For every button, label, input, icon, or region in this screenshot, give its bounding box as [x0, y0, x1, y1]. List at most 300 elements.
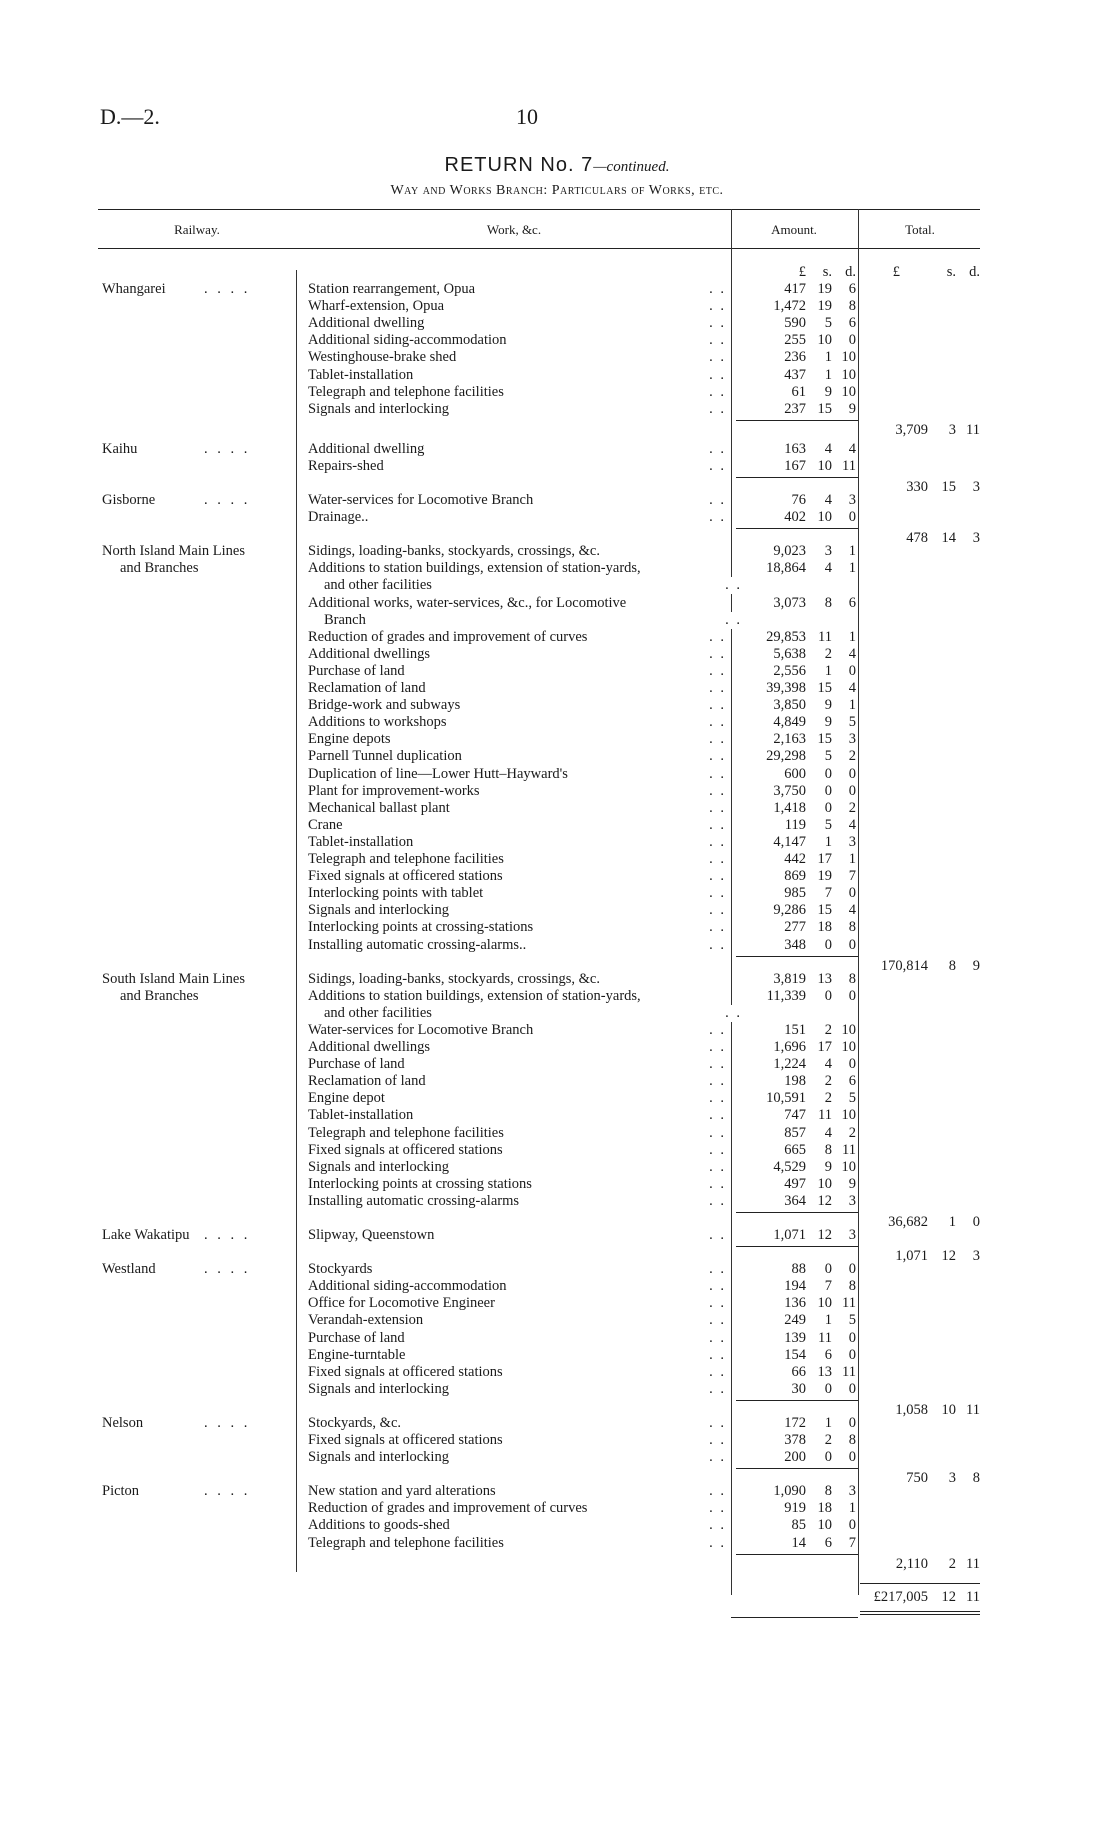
amount-row	[736, 1039, 856, 1056]
work-leader-dots: . .	[709, 1158, 726, 1175]
amount-row-pence: 11	[842, 1363, 856, 1380]
work-item-text: Drainage..	[308, 509, 369, 526]
amount-row	[736, 1535, 856, 1552]
work-leader-dots: . .	[709, 1261, 726, 1278]
work-item-text: Reduction of grades and improvement of curves	[308, 1500, 588, 1517]
amount-row-pence: 0	[848, 782, 856, 799]
amount-row-shillings: 6	[824, 1346, 832, 1363]
work-leader-dots: . .	[709, 1278, 726, 1295]
amount-row-pounds: 255	[784, 332, 806, 349]
amount-row	[736, 560, 856, 577]
work-leader-dots: . .	[709, 731, 726, 748]
work-item-text: Telegraph and telephone facilities	[308, 851, 504, 867]
railway-leader-dots: . . . .	[204, 1483, 251, 1500]
amount-row-pounds: 4,147	[773, 833, 806, 850]
work-item-text: Additions to station buildings, extension of station-yards,	[308, 560, 641, 577]
amount-pence-header: d.	[845, 264, 856, 280]
work-item	[308, 919, 726, 936]
work-item-text: Repairs-shed	[308, 457, 384, 474]
work-item	[308, 1107, 726, 1124]
amount-row-shillings: 9	[824, 1158, 832, 1175]
grand-total-pounds: £217,005	[873, 1588, 928, 1605]
amount-row-pounds: 442	[784, 851, 806, 867]
work-leader-dots: . .	[709, 281, 726, 297]
group-total	[866, 479, 980, 496]
railway-leader-dots: . . . .	[204, 440, 251, 457]
amount-row-pounds: 85	[791, 1517, 806, 1534]
amount-row	[736, 1483, 856, 1500]
amount-row	[736, 1193, 856, 1210]
work-leader-dots: . .	[709, 662, 726, 679]
amount-row-pence: 6	[848, 281, 856, 297]
work-item	[308, 834, 726, 851]
group-total-pence: 3	[972, 530, 980, 547]
amount-row-shillings: 4	[824, 492, 832, 508]
amount-row-shillings: 8	[824, 1483, 832, 1500]
work-leader-dots: . .	[709, 1346, 726, 1363]
amount-row-pounds: 172	[784, 1414, 806, 1431]
amount-row-pounds: 869	[784, 868, 806, 885]
amount-row	[736, 919, 856, 936]
work-item-text: Bridge-work and subways	[308, 697, 461, 714]
group-total-pounds: 3,709	[895, 421, 928, 438]
amount-row	[736, 349, 856, 366]
amount-row-shillings: 10	[817, 332, 832, 349]
work-leader-dots: . .	[709, 1534, 726, 1551]
amount-row-pence: 3	[848, 1483, 856, 1500]
page-reference: D.—2.	[100, 104, 160, 129]
amount-row-pounds: 1,418	[773, 799, 806, 816]
work-item-text: Fixed signals at officered stations	[308, 1363, 503, 1380]
amount-row	[736, 731, 856, 748]
amount-row-pence: 0	[848, 1414, 856, 1431]
amount-row-pounds: 119	[784, 816, 806, 833]
amount-row-pounds: 18,864	[766, 560, 806, 577]
railway-leader-dots: . . . .	[204, 1227, 251, 1243]
work-item	[308, 680, 726, 697]
work-leader-dots: . .	[709, 1329, 726, 1346]
amount-row-shillings: 5	[824, 315, 832, 332]
amount-row-pounds: 167	[784, 457, 806, 474]
return-title-suffix: —continued.	[593, 159, 670, 175]
work-leader-dots: . .	[709, 1175, 726, 1192]
amount-row-pounds: 378	[784, 1432, 806, 1448]
amount-row-shillings: 2	[824, 645, 832, 662]
amount-row-pence: 6	[848, 315, 856, 332]
amount-row-shillings: 17	[817, 851, 832, 867]
railway-leader-dots: . . . .	[204, 1414, 251, 1431]
amount-row-pence: 3	[848, 492, 856, 508]
amount-row	[736, 1176, 856, 1193]
amount-row-shillings: 0	[824, 1380, 832, 1397]
amount-row-shillings: 1	[824, 349, 832, 366]
column-header-total: Total.	[905, 222, 935, 237]
amount-row-pence: 0	[848, 662, 856, 679]
group-total-shillings: 14	[941, 530, 956, 547]
amount-row-pounds: 277	[784, 919, 806, 936]
amount-row-shillings: 1	[824, 833, 832, 850]
amount-row-pence: 8	[848, 919, 856, 936]
group-total-pence: 3	[972, 479, 980, 495]
railway-name: Lake Wakatipu	[102, 1227, 190, 1243]
amount-row	[736, 401, 856, 418]
railway-name: and Branches	[120, 560, 199, 577]
amount-row-shillings: 10	[817, 509, 832, 526]
railway-name: and Branches	[120, 987, 199, 1004]
amount-row-pence: 11	[842, 457, 856, 474]
amount-row	[736, 714, 856, 731]
amount-row-pounds: 417	[784, 281, 806, 297]
amount-row-shillings: 0	[824, 782, 832, 799]
work-item-text: Crane	[308, 816, 343, 833]
group-total	[866, 530, 980, 547]
amount-row	[736, 1295, 856, 1312]
amount-row-shillings: 12	[817, 1192, 832, 1209]
group-total	[866, 422, 980, 439]
grand-total-shillings: 12	[941, 1588, 956, 1605]
group-total-shillings: 3	[948, 421, 956, 438]
work-item-text: Duplication of line—Lower Hutt–Hayward's	[308, 765, 568, 782]
amount-row-pounds: 151	[784, 1021, 806, 1038]
amount-row	[736, 1142, 856, 1159]
grand-total-rule-2	[860, 1614, 980, 1615]
work-item-text: Slipway, Queenstown	[308, 1227, 435, 1243]
amount-row-shillings: 13	[817, 970, 832, 987]
amount-row-shillings: 9	[824, 714, 832, 731]
work-item	[308, 697, 726, 714]
work-leader-dots: . .	[709, 851, 726, 867]
amount-row-shillings: 5	[824, 816, 832, 833]
amount-shillings-header: s.	[822, 264, 832, 280]
group-total-pounds: 170,814	[880, 957, 928, 974]
work-leader-dots: . .	[709, 1073, 726, 1090]
group-total-pounds: 36,682	[888, 1214, 928, 1230]
work-leader-dots: . .	[709, 833, 726, 850]
amount-row-pence: 1	[848, 543, 856, 560]
work-item-text: and other facilities	[324, 1004, 432, 1021]
grand-total-top-rule	[860, 1583, 980, 1584]
amount-row	[736, 1107, 856, 1124]
amount-row	[736, 834, 856, 851]
work-item	[308, 1227, 726, 1244]
work-leader-dots: . .	[709, 1124, 726, 1141]
amount-row-pounds: 2,163	[773, 731, 806, 748]
work-leader-dots: . .	[709, 868, 726, 885]
group-total-pence: 11	[966, 1555, 980, 1572]
work-item	[308, 384, 726, 401]
amount-row-shillings: 9	[824, 383, 832, 400]
work-item	[308, 646, 726, 663]
work-item	[308, 367, 726, 384]
work-leader-dots: . .	[709, 332, 726, 349]
amount-row-pence: 0	[848, 1329, 856, 1346]
amount-row	[736, 1022, 856, 1039]
amount-row	[736, 1415, 856, 1432]
amount-row	[736, 971, 856, 988]
amount-row-pounds: 39,398	[766, 680, 806, 696]
work-item-text: Parnell Tunnel duplication	[308, 748, 462, 765]
amount-row-pence: 0	[848, 1056, 856, 1073]
work-leader-dots: . .	[709, 1517, 726, 1534]
amount-row-pence: 0	[848, 1517, 856, 1534]
amount-row-pounds: 402	[784, 509, 806, 526]
amount-subtotal-rule	[736, 956, 858, 957]
amount-row-shillings: 1	[824, 662, 832, 679]
amount-row-shillings: 2	[824, 1090, 832, 1107]
work-item	[308, 1535, 726, 1552]
group-total-pence: 0	[972, 1214, 980, 1230]
work-leader-dots: . .	[709, 799, 726, 816]
amount-row-shillings: 4	[824, 440, 832, 457]
work-item-text: Station rearrangement, Opua	[308, 281, 476, 297]
amount-row-pence: 9	[848, 400, 856, 417]
work-item	[308, 1347, 726, 1364]
amount-row	[736, 595, 856, 612]
amount-row	[736, 281, 856, 298]
work-item	[308, 851, 726, 868]
amount-row-pence: 4	[848, 902, 856, 919]
amount-row-pounds: 163	[784, 440, 806, 457]
amount-row-pence: 10	[841, 383, 856, 400]
work-leader-dots: . .	[709, 765, 726, 782]
amount-row-shillings: 18	[817, 1500, 832, 1517]
amount-row-shillings: 12	[817, 1227, 832, 1243]
work-leader-dots: . .	[709, 680, 726, 696]
work-item	[308, 1142, 726, 1159]
railway-name: Gisborne	[102, 492, 156, 508]
amount-row-shillings: 2	[824, 1073, 832, 1090]
amount-row-pence: 11	[842, 1141, 856, 1158]
amount-row-shillings: 0	[824, 987, 832, 1004]
amount-row	[736, 315, 856, 332]
work-leader-dots: . .	[709, 1363, 726, 1380]
amount-row-shillings: 15	[817, 680, 832, 696]
work-leader-dots: . .	[709, 457, 726, 474]
work-leader-dots: . .	[709, 628, 726, 645]
amount-row-pounds: 1,090	[773, 1483, 806, 1500]
work-item-text: Westinghouse-brake shed	[308, 349, 457, 366]
work-item-text: Telegraph and telephone facilities	[308, 1534, 504, 1551]
work-leader-dots: . .	[709, 885, 726, 902]
amount-row	[736, 492, 856, 509]
amount-row-shillings: 4	[824, 1124, 832, 1141]
amount-subtotal-rule	[736, 1400, 858, 1401]
amount-row-pounds: 3,750	[773, 782, 806, 799]
amount-row	[736, 1330, 856, 1347]
amount-row-pence: 5	[848, 714, 856, 731]
amount-row	[736, 885, 856, 902]
work-item-text: Interlocking points with tablet	[308, 885, 484, 902]
amount-subtotal-rule	[736, 1212, 858, 1213]
amount-row	[736, 697, 856, 714]
amount-row-pence: 8	[848, 1432, 856, 1448]
amount-row	[736, 680, 856, 697]
work-item-text: Plant for improvement-works	[308, 782, 480, 799]
amount-row-pounds: 497	[784, 1175, 806, 1192]
amount-row-pence: 4	[848, 645, 856, 662]
work-item	[308, 1500, 726, 1517]
amount-row-pence: 7	[848, 1534, 856, 1551]
work-leader-dots: . .	[709, 349, 726, 366]
work-leader-dots: . .	[709, 509, 726, 526]
amount-row-pence: 10	[841, 1039, 856, 1055]
work-item	[308, 1449, 726, 1466]
amount-row	[736, 1278, 856, 1295]
work-item	[308, 1159, 726, 1176]
group-total-pence: 3	[972, 1248, 980, 1265]
work-item-text: Signals and interlocking	[308, 400, 449, 417]
work-item-text: Additional siding-accommodation	[308, 332, 507, 349]
work-item	[308, 509, 726, 526]
amount-row-pence: 0	[848, 1380, 856, 1397]
amount-row-pence: 2	[848, 799, 856, 816]
total-pence-header: d.	[969, 264, 980, 280]
amount-row-pounds: 3,819	[773, 970, 806, 987]
amount-row-pounds: 857	[784, 1124, 806, 1141]
amount-row-pounds: 29,853	[766, 628, 806, 645]
amount-row	[736, 783, 856, 800]
amount-row-pence: 1	[848, 697, 856, 714]
work-item-text: Sidings, loading-banks, stockyards, crossings, &c.	[308, 970, 600, 987]
amount-row-pence: 2	[848, 748, 856, 765]
amount-row-shillings: 6	[824, 1534, 832, 1551]
work-leader-dots: . .	[709, 1107, 726, 1124]
work-item-text: Signals and interlocking	[308, 1380, 449, 1397]
total-shillings-header: s.	[946, 264, 956, 280]
amount-row	[736, 868, 856, 885]
work-leader-dots: . .	[725, 577, 742, 594]
page-number: 10	[516, 104, 538, 129]
amount-row-pence: 0	[848, 1449, 856, 1466]
work-item-text: Additions to goods-shed	[308, 1517, 450, 1534]
amount-row-shillings: 10	[817, 1517, 832, 1534]
amount-row-pence: 4	[848, 816, 856, 833]
amount-row-pounds: 139	[784, 1329, 806, 1346]
work-item-text: Verandah-extension	[308, 1312, 424, 1329]
amount-row-shillings: 7	[824, 885, 832, 902]
amount-row-shillings: 0	[824, 1449, 832, 1466]
amount-row-pence: 0	[848, 936, 856, 953]
amount-row-shillings: 18	[817, 919, 832, 936]
amount-row-pounds: 9,286	[773, 902, 806, 919]
grand-total-rule-1	[860, 1611, 980, 1612]
amount-row-pounds: 4,849	[773, 714, 806, 731]
amount-subtotal-rule	[736, 1554, 858, 1555]
work-item	[308, 1073, 726, 1090]
amount-row	[736, 1381, 856, 1398]
amount-row-pence: 8	[848, 298, 856, 315]
amount-row-shillings: 0	[824, 1261, 832, 1278]
amount-row	[736, 509, 856, 526]
group-total	[866, 958, 980, 975]
work-item	[308, 988, 726, 1005]
railway-name: South Island Main Lines	[102, 970, 245, 987]
amount-row	[736, 988, 856, 1005]
work-item	[308, 315, 726, 332]
amount-row	[736, 367, 856, 384]
work-item-text: Additional dwellings	[308, 645, 431, 662]
work-leader-dots: . .	[725, 1004, 742, 1021]
amount-row-shillings: 0	[824, 936, 832, 953]
railway-name: North Island Main Lines	[102, 543, 245, 560]
amount-row	[736, 1125, 856, 1142]
amount-row	[736, 646, 856, 663]
group-total-pence: 9	[972, 957, 980, 974]
work-item-text: Purchase of land	[308, 1329, 405, 1346]
amount-row	[736, 458, 856, 475]
amount-row-shillings: 2	[824, 1432, 832, 1448]
amount-row-pounds: 61	[791, 383, 806, 400]
group-total-pounds: 2,110	[895, 1555, 928, 1572]
work-item-text: Fixed signals at officered stations	[308, 1432, 503, 1448]
work-leader-dots: . .	[709, 1039, 726, 1055]
work-item	[324, 612, 742, 629]
work-item	[308, 1125, 726, 1142]
grand-total	[866, 1589, 980, 1606]
work-leader-dots: . .	[709, 936, 726, 953]
railway-leader-dots: . . . .	[204, 281, 251, 297]
amount-row	[736, 1073, 856, 1090]
work-leader-dots: . .	[709, 400, 726, 417]
work-leader-dots: . .	[709, 645, 726, 662]
work-item-text: Signals and interlocking	[308, 1158, 449, 1175]
amount-row-pence: 11	[842, 1295, 856, 1312]
work-item-text: Additions to workshops	[308, 714, 447, 731]
work-item	[308, 748, 726, 765]
amount-row-pence: 1	[848, 851, 856, 867]
amount-row-pounds: 76	[791, 492, 806, 508]
work-item	[308, 401, 726, 418]
work-leader-dots: . .	[709, 919, 726, 936]
work-item	[308, 1193, 726, 1210]
group-total	[866, 1402, 980, 1419]
work-leader-dots: . .	[709, 1021, 726, 1038]
amount-row-pence: 10	[841, 366, 856, 383]
work-item-text: Fixed signals at officered stations	[308, 1141, 503, 1158]
work-item	[308, 441, 726, 458]
amount-row-pence: 0	[848, 1261, 856, 1278]
work-item-text: Water-services for Locomotive Branch	[308, 492, 534, 508]
amount-row	[736, 1159, 856, 1176]
work-item	[308, 800, 726, 817]
amount-row	[736, 1347, 856, 1364]
amount-row	[736, 384, 856, 401]
work-leader-dots: . .	[709, 1500, 726, 1517]
column-header-railway: Railway.	[174, 222, 220, 237]
group-total	[866, 1556, 980, 1573]
amount-row-pence: 10	[841, 1158, 856, 1175]
work-item-text: Branch	[324, 611, 366, 628]
amount-row-pounds: 5,638	[773, 645, 806, 662]
amount-row	[736, 1090, 856, 1107]
work-leader-dots: . .	[709, 1090, 726, 1107]
work-leader-dots: . .	[709, 440, 726, 457]
amount-row-shillings: 2	[824, 1021, 832, 1038]
work-leader-dots: . .	[709, 1380, 726, 1397]
amount-row-pounds: 14	[791, 1534, 806, 1551]
work-item	[308, 731, 726, 748]
amount-row-pounds: 194	[784, 1278, 806, 1295]
amount-row-shillings: 19	[817, 298, 832, 315]
work-leader-dots: . .	[709, 902, 726, 919]
amount-row-pence: 8	[848, 970, 856, 987]
work-leader-dots: . .	[709, 1483, 726, 1500]
work-item	[308, 1312, 726, 1329]
railway-name: Kaihu	[102, 440, 138, 457]
amount-row	[736, 851, 856, 868]
work-item	[308, 1056, 726, 1073]
amount-row-shillings: 5	[824, 748, 832, 765]
